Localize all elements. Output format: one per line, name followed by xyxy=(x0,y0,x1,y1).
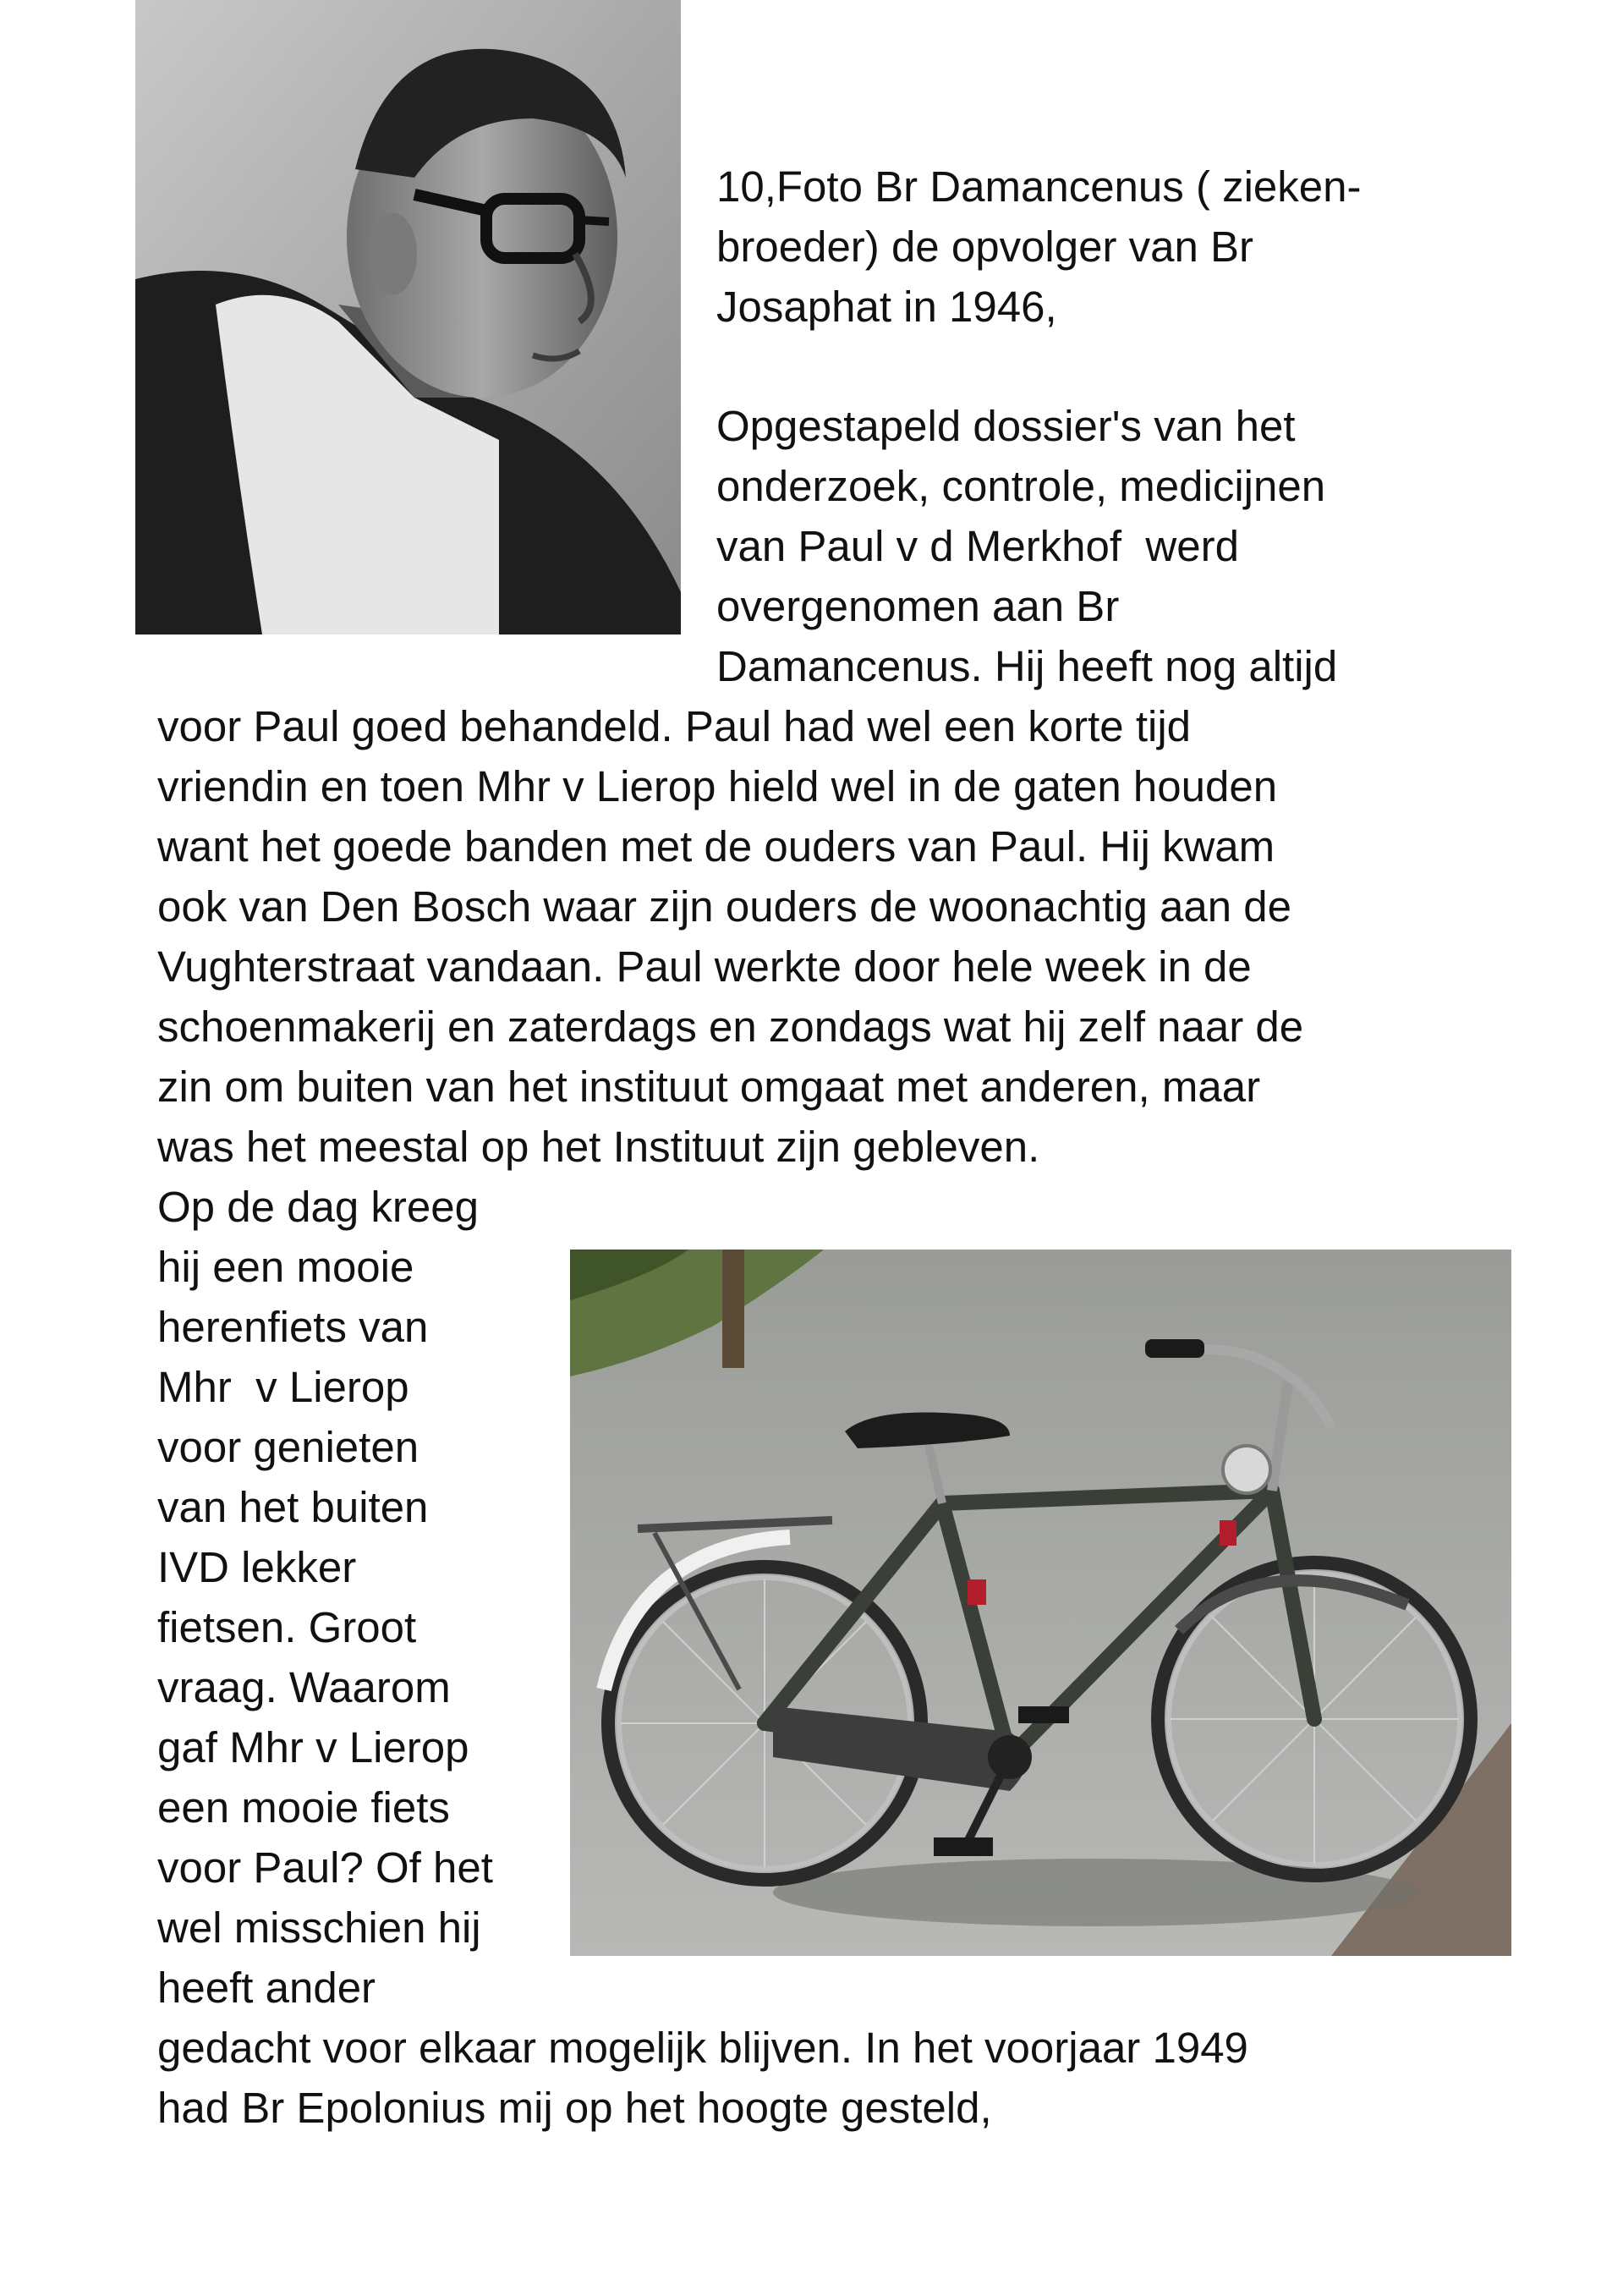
narrow-line: wel misschien hij xyxy=(157,1903,481,1952)
body-line: voor Paul goed behandeld. Paul had wel een korte tijd xyxy=(157,702,1192,750)
narrow-line: heeft ander xyxy=(157,1964,376,2012)
side-text-line: van Paul v d Merkhof werd xyxy=(716,522,1239,570)
narrow-line: IVD lekker xyxy=(157,1543,357,1591)
body-line: zin om buiten van het instituut omgaat met anderen, maar xyxy=(157,1063,1261,1111)
narrow-line: een mooie fiets xyxy=(157,1783,450,1832)
side-text-line: onderzoek, controle, medicijnen xyxy=(716,462,1326,510)
body-line: want het goede banden met de ouders van Paul. Hij kwam xyxy=(157,822,1275,871)
body-line: ook van Den Bosch waar zijn ouders de woonachtig aan de xyxy=(157,882,1292,931)
narrow-line: voor genieten xyxy=(157,1423,419,1471)
body-line: vriendin en toen Mhr v Lierop hield wel in de gaten houden xyxy=(157,762,1278,810)
side-text-line: overgenomen aan Br xyxy=(716,582,1120,630)
narrow-line: vraag. Waarom xyxy=(157,1663,451,1711)
body-line: schoenmakerij en zaterdags en zondags wat hij zelf naar de xyxy=(157,1002,1304,1051)
narrow-line: gaf Mhr v Lierop xyxy=(157,1723,469,1771)
portrait-photo xyxy=(135,0,681,634)
closing-line: gedacht voor elkaar mogelijk blijven. In het voorjaar 1949 xyxy=(157,2024,1248,2072)
body-line: was het meestal op het Instituut zijn gebleven. xyxy=(157,1123,1040,1171)
side-text-line: Damancenus. Hij heeft nog altijd xyxy=(716,642,1338,690)
caption-line: 10,Foto Br Damancenus ( zieken- xyxy=(716,162,1362,211)
narrow-line: fietsen. Groot xyxy=(157,1603,417,1651)
narrow-line: van het buiten xyxy=(157,1483,429,1531)
caption-line: Josaphat in 1946, xyxy=(716,283,1057,331)
bicycle-photo xyxy=(570,1250,1511,1956)
caption-line: broeder) de opvolger van Br xyxy=(716,222,1254,271)
narrow-line: herenfiets van xyxy=(157,1303,429,1351)
narrow-line: voor Paul? Of het xyxy=(157,1843,493,1892)
body-line: Vughterstraat vandaan. Paul werkte door hele week in de xyxy=(157,942,1252,991)
side-text-line: Opgestapeld dossier's van het xyxy=(716,402,1296,450)
narrow-line: hij een mooie xyxy=(157,1243,414,1291)
narrow-line: Op de dag kreeg xyxy=(157,1183,479,1231)
narrow-line: Mhr v Lierop xyxy=(157,1363,409,1411)
closing-line: had Br Epolonius mij op het hoogte gesteld, xyxy=(157,2084,992,2132)
